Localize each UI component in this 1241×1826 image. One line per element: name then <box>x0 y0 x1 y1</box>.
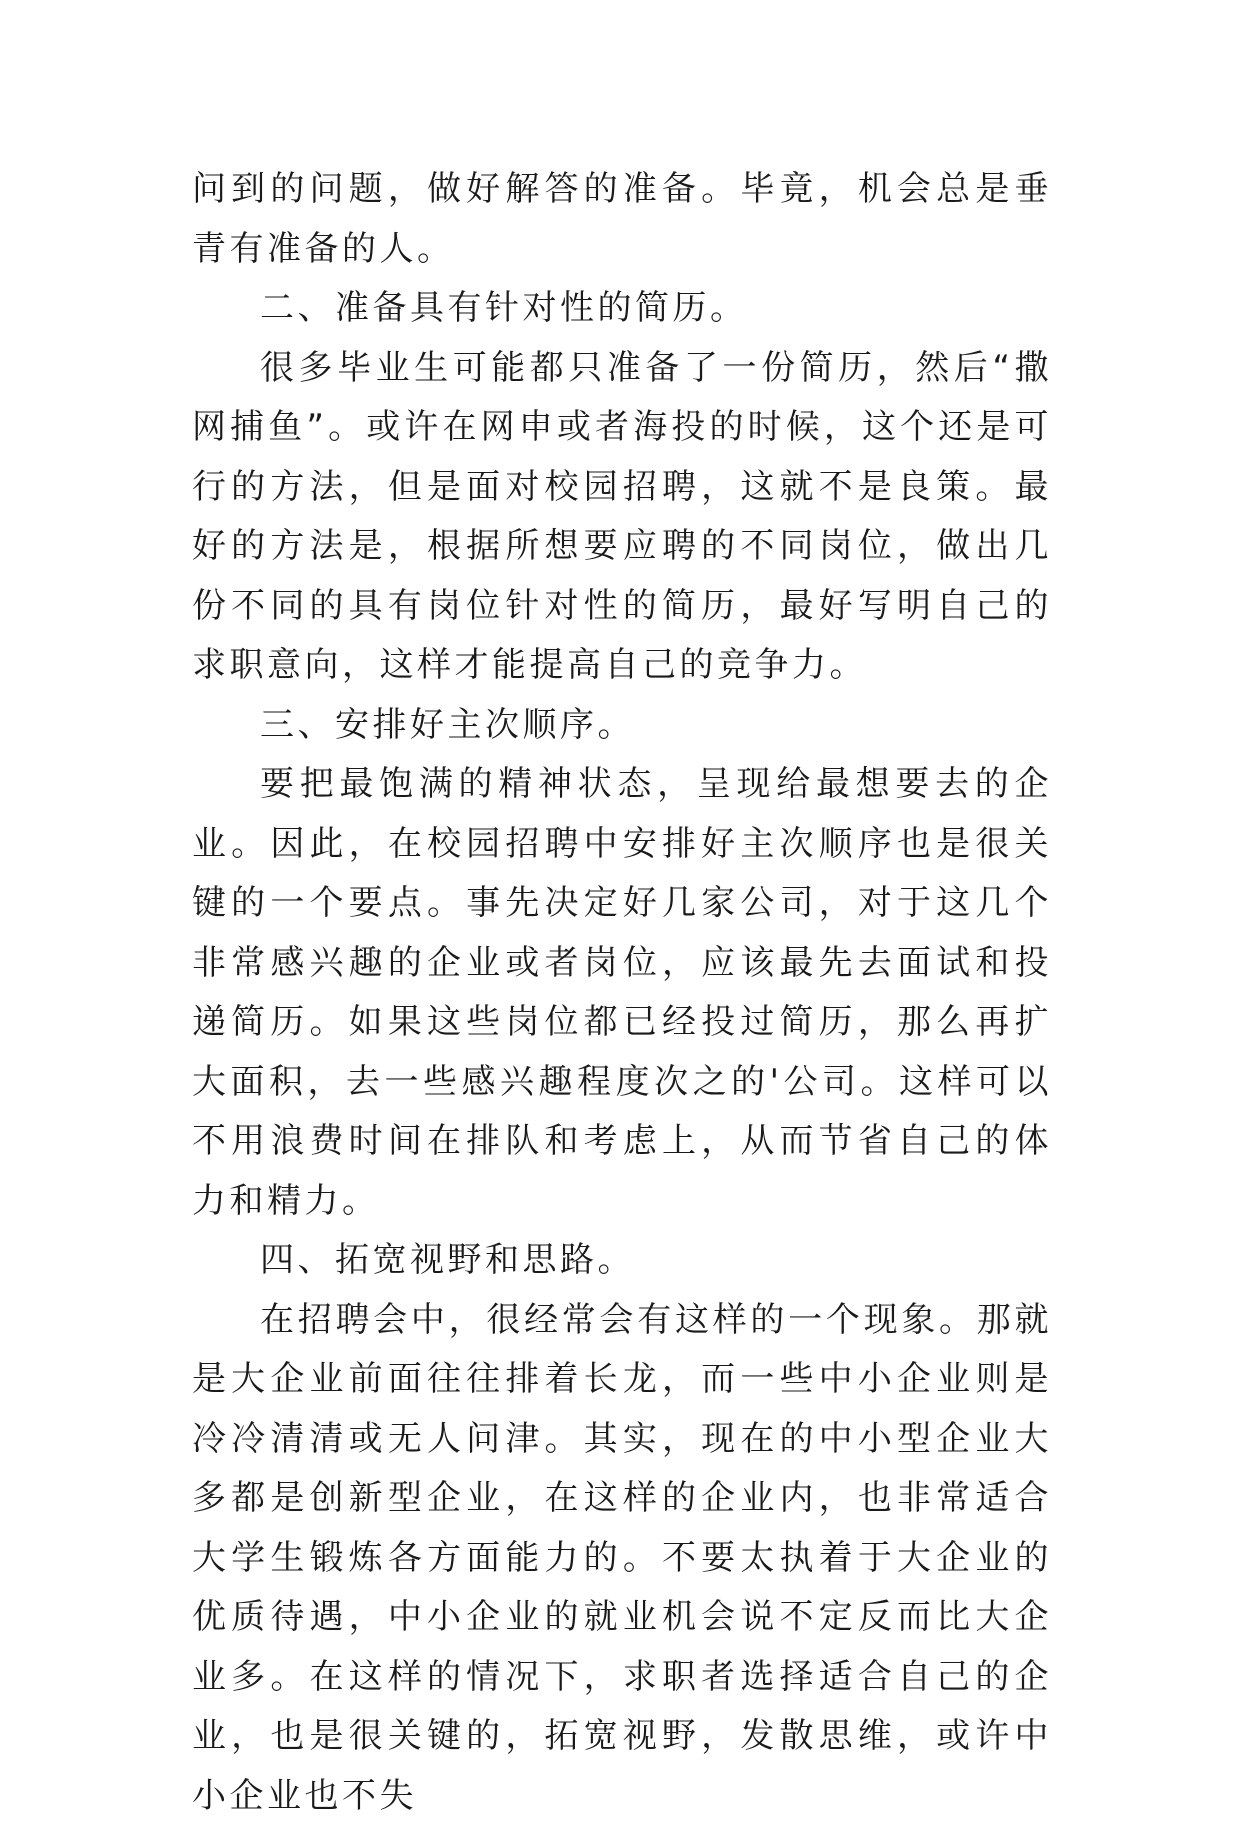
paragraph-resume: 很多毕业生可能都只准备了一份简历，然后“撒网捕鱼”。或许在网申或者海投的时候，这个还是可行的方法，但是面对校园招聘，这就不是良策。最好的方法是，根据所想要应聘的不同岗位，做出几份不同的具有岗位针对性的简历，最好写明自己的求职意向，这样才能提高自己的竞争力。 <box>192 339 1052 696</box>
heading-section-3: 三、安排好主次顺序。 <box>192 696 1052 756</box>
document-body <box>192 160 1052 1826</box>
paragraph-continuation: 问到的问题，做好解答的准备。毕竟，机会总是垂青有准备的人。 <box>192 160 1052 279</box>
heading-section-2: 二、准备具有针对性的简历。 <box>192 279 1052 339</box>
paragraph-priority: 要把最饱满的精神状态，呈现给最想要去的企业。因此，在校园招聘中安排好主次顺序也是很关键的一个要点。事先决定好几家公司，对于这几个非常感兴趣的企业或者岗位，应该最先去面试和投递简历。如果这些岗位都已经投过简历，那么再扩大面积，去一些感兴趣程度次之的'公司。这样可以不用浪费时间在排队和考虑上，从而节省自己的体力和精力。 <box>192 755 1052 1231</box>
paragraph-vision: 在招聘会中，很经常会有这样的一个现象。那就是大企业前面往往排着长龙，而一些中小企业则是冷冷清清或无人问津。其实，现在的中小型企业大多都是创新型企业，在这样的企业内，也非常适合大学生锻炼各方面能力的。不要太执着于大企业的优质待遇，中小企业的就业机会说不定反而比大企业多。在这样的情况下，求职者选择适合自己的企业，也是很关键的，拓宽视野，发散思维，或许中小企业也不失 <box>192 1291 1052 1826</box>
heading-section-4: 四、拓宽视野和思路。 <box>192 1231 1052 1291</box>
